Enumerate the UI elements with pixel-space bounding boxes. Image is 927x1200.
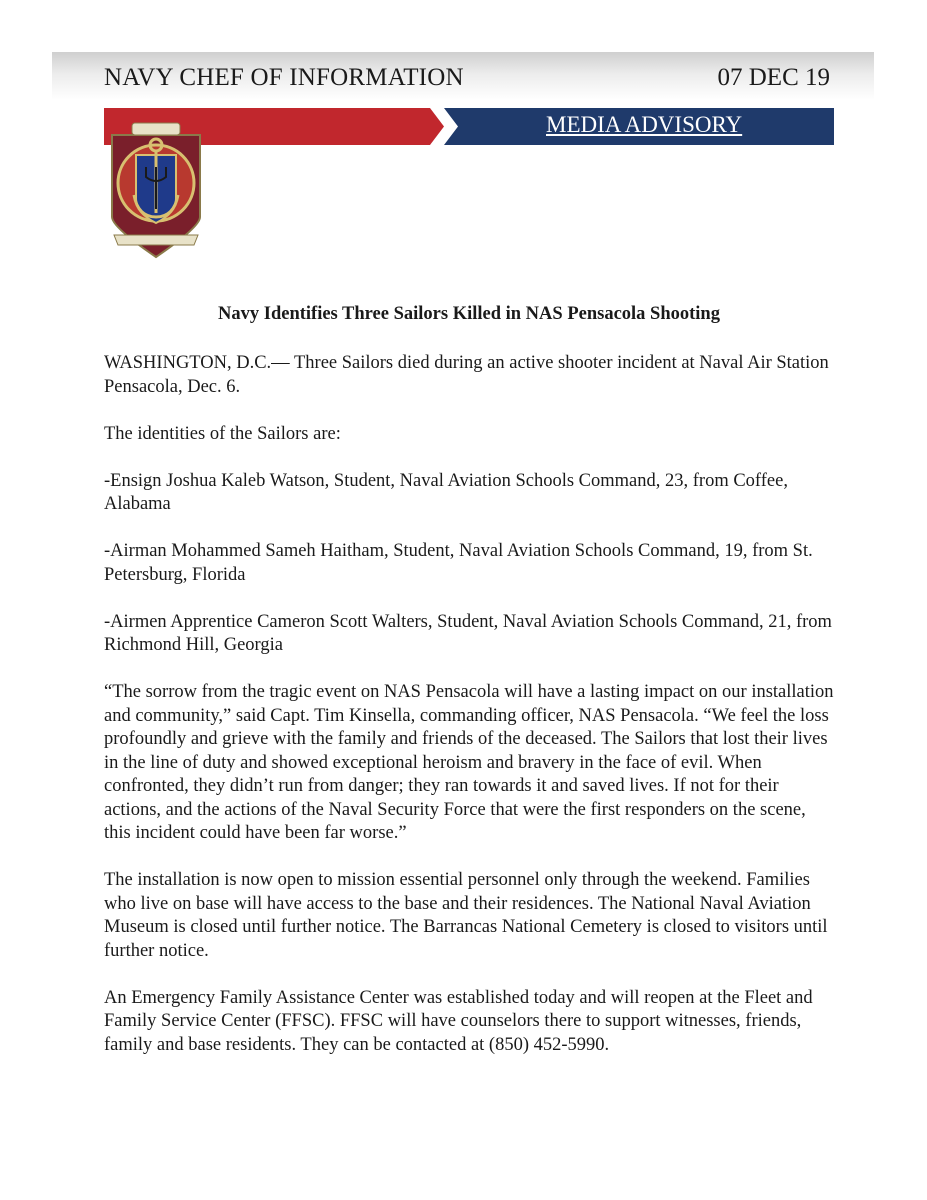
headline: Navy Identifies Three Sailors Killed in NAS Pensacola Shooting <box>218 304 720 324</box>
navy-seal-emblem <box>108 117 204 259</box>
paragraph-quote-kinsella: “The sorrow from the tragic event on NAS Pensacola will have a lasting impact on our installation and community,” said Capt. Tim Kinsella, commanding officer, NAS Pensacola. “We feel the loss profoundly and grieve with the family and friends of the deceased. The Sailors that lost their lives in the line of duty and showed exceptional heroism and bravery in the face of evil. When confronted, they didn’t run from danger; they ran towards it and saved lives. If not for their actions, and the actions of the Naval Security Force that were the first responders on the scene, this incident could have been far worse.” <box>104 682 834 843</box>
release-date: 07 DEC 19 <box>717 64 830 91</box>
paragraph-sailor-haitham: -Airman Mohammed Sameh Haitham, Student, Naval Aviation Schools Command, 19, from St. Petersburg, Florida <box>104 541 813 585</box>
article-body <box>104 352 834 1081</box>
paragraph-sailor-walters: -Airmen Apprentice Cameron Scott Walters, Student, Naval Aviation Schools Command, 21, from Richmond Hill, Georgia <box>104 611 832 655</box>
paragraph-family-assistance: An Emergency Family Assistance Center was established today and will reopen at the Fleet and Family Service Center (FFSC). FFSC will have counselors there to support witnesses, friends, family and base residents. They can be contacted at (850) 452-5990. <box>104 987 813 1055</box>
paragraph-dateline: WASHINGTON, D.C.— Three Sailors died during an active shooter incident at Naval Air Station Pensacola, Dec. 6. <box>104 353 829 397</box>
media-advisory-label: MEDIA ADVISORY <box>546 112 743 137</box>
paragraph-identities-intro: The identities of the Sailors are: <box>104 423 341 444</box>
organization-title: NAVY CHEF OF INFORMATION <box>104 64 464 91</box>
paragraph-installation-status: The installation is now open to mission essential personnel only through the weekend. Families who live on base will have access to the base and their residences. The National Naval Aviation Museum is closed until further notice. The Barrancas National Cemetery is closed to visitors until further notice. <box>104 870 828 961</box>
paragraph-sailor-watson: -Ensign Joshua Kaleb Watson, Student, Naval Aviation Schools Command, 23, from Coffee, Alabama <box>104 470 788 514</box>
